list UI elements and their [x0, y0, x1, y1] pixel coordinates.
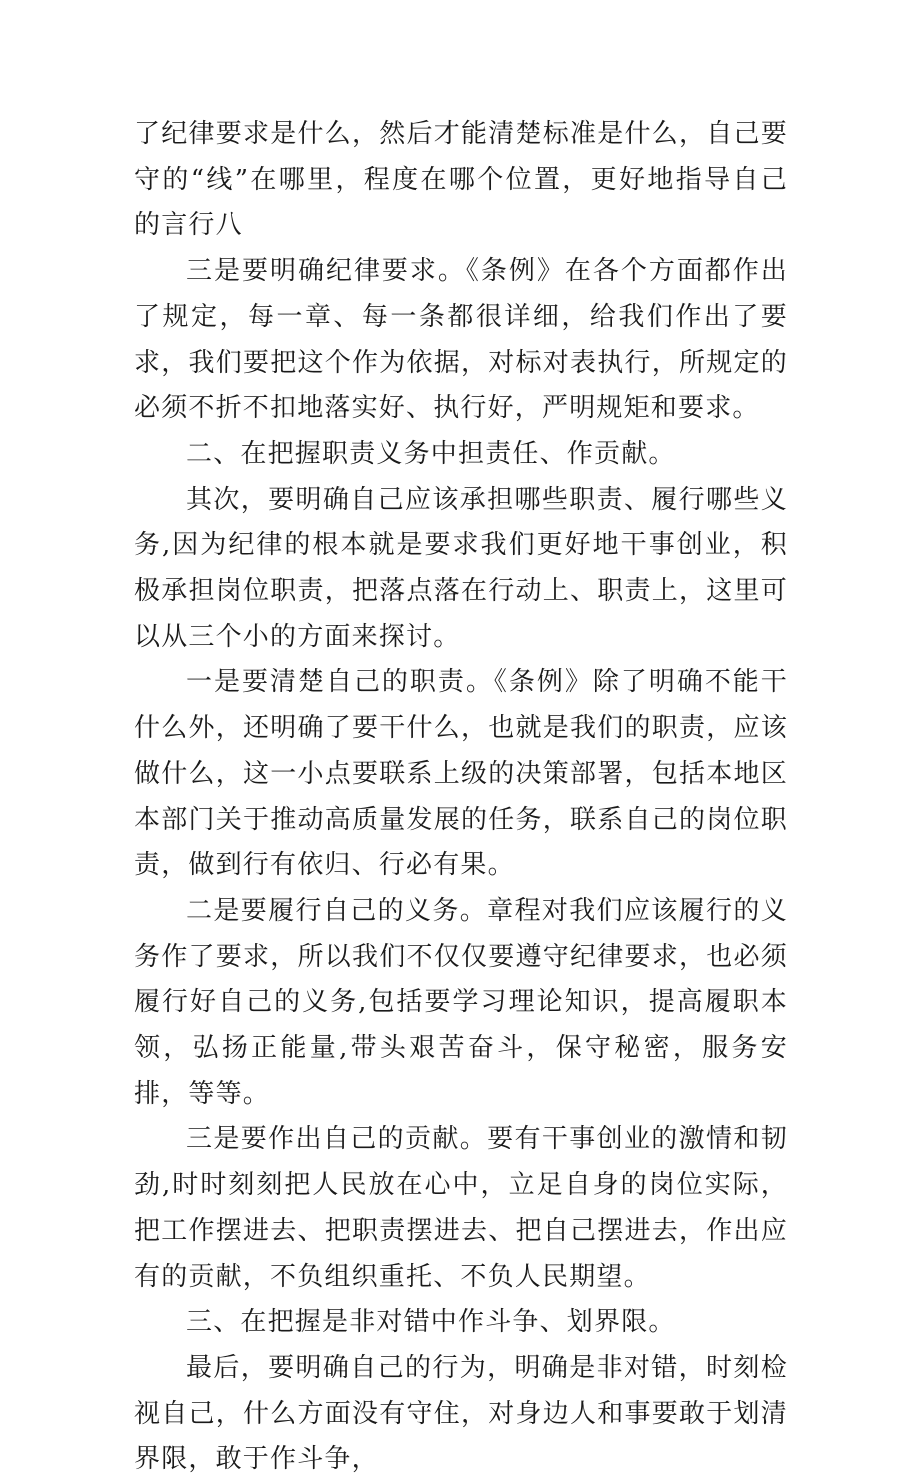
paragraph-7: 最后，要明确自己的行为，明确是非对错，时刻检视自己，什么方面没有守住，对身边人和事要敢于划清界限，敢于作斗争，	[134, 1352, 788, 1475]
paragraph-2: 三是要明确纪律要求。《条例》在各个方面都作出了规定，每一章、每一条都很详细，给我们作出了要求，我们要把这个作为依据，对标对表执行，所规定的必须不折不扣地落实好、执行好，严明规矩和要求。	[134, 256, 788, 424]
paragraph-5: 二是要履行自己的义务。章程对我们应该履行的义务作了要求，所以我们不仅仅要遵守纪律要求，也必须履行好自己的义务,包括要学习理论知识，提高履职本领，弘扬正能量,带头艰苦奋斗，保守秘密，服务安排，等等。	[134, 895, 788, 1109]
section-heading-3: 三、在把握是非对错中作斗争、划界限。	[186, 1307, 676, 1338]
section-heading-2: 二、在把握职责义务中担责任、作贡献。	[186, 438, 676, 469]
paragraph-6: 三是要作出自己的贡献。要有干事创业的激情和韧劲,时时刻刻把人民放在心中，立足自身的岗位实际，把工作摆进去、把职责摆进去、把自己摆进去，作出应有的贡献，不负组织重托、不负人民期望。	[134, 1124, 788, 1292]
paragraph-1: 了纪律要求是什么，然后才能清楚标准是什么，自己要守的“线”在哪里，程度在哪个位置，更好地指导自己的言行八	[134, 119, 788, 241]
paragraph-4: 一是要清楚自己的职责。《条例》除了明确不能干什么外，还明确了要干什么，也就是我们的职责，应该做什么，这一小点要联系上级的决策部署，包括本地区本部门关于推动高质量发展的任务，联系自己的岗位职责，做到行有依归、行必有果。	[134, 667, 788, 881]
paragraph-3: 其次，要明确自己应该承担哪些职责、履行哪些义务,因为纪律的根本就是要求我们更好地干事创业，积极承担岗位职责，把落点落在行动上、职责上，这里可以从三个小的方面来探讨。	[134, 484, 788, 652]
